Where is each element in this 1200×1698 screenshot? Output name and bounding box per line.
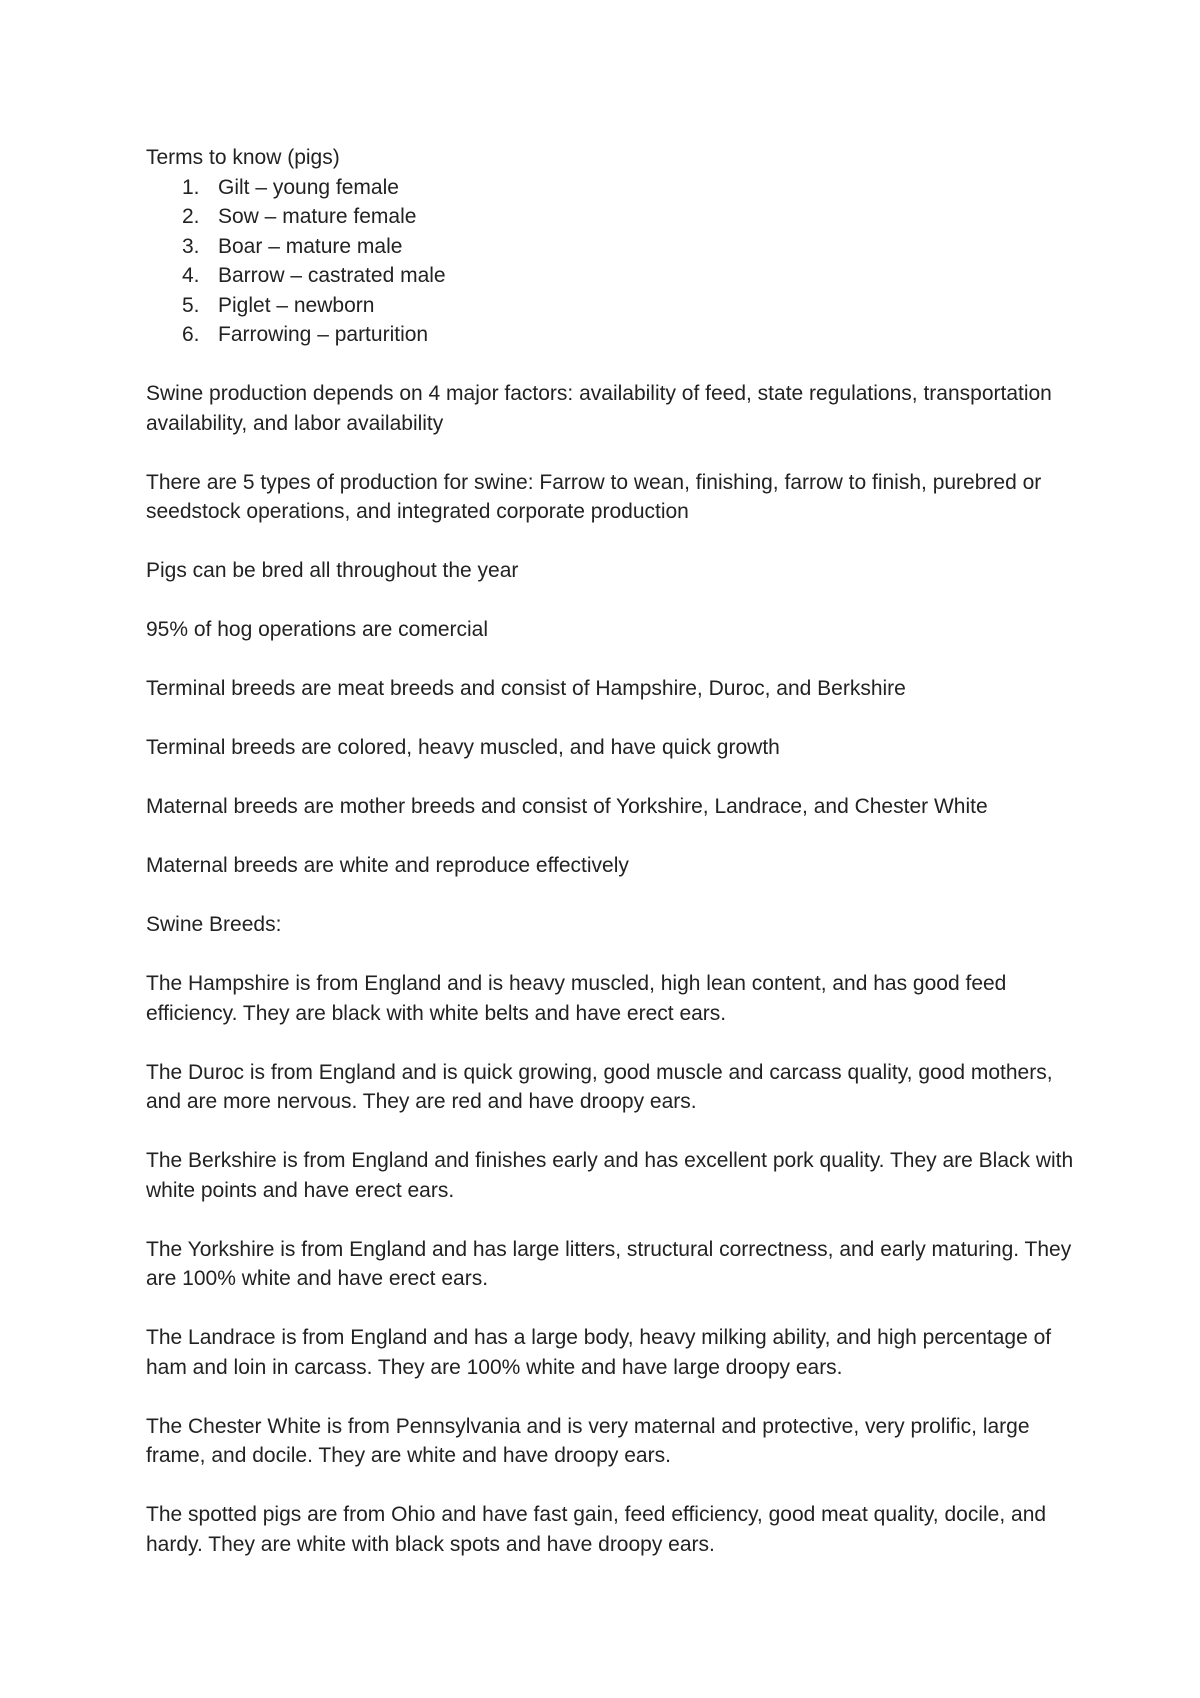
list-number: 1.: [182, 175, 200, 199]
list-number: 6.: [182, 323, 200, 346]
list-number: 4.: [182, 264, 200, 287]
section-heading: Terms to know (pigs): [146, 146, 340, 169]
paragraph-terminal-breeds: Terminal breeds are meat breeds and consist of Hampshire, Duroc, and Berkshire: [146, 677, 906, 700]
list-item-text: Piglet – newborn: [218, 293, 375, 317]
list-item-text: Barrow – castrated male: [218, 264, 446, 287]
paragraph-production-factors: Swine production depends on 4 major factors: availability of feed, state regulations, transportation availability, and labor availability: [146, 382, 1052, 435]
paragraph-chester-white: The Chester White is from Pennsylvania and is very maternal and protective, very prolific, large frame, and docile. They are white and have droopy ears.: [146, 1414, 1030, 1467]
list-item-text: Gilt – young female: [218, 175, 399, 199]
paragraph-commercial-share: 95% of hog operations are comercial: [146, 618, 489, 641]
list-item: [146, 173, 1086, 203]
list-item: [146, 232, 1086, 262]
paragraph-duroc: The Duroc is from England and is quick growing, good muscle and carcass quality, good mothers, and are more nervous. They are red and have droopy ears.: [146, 1060, 1053, 1113]
paragraph-yorkshire: The Yorkshire is from England and has large litters, structural correctness, and early maturing. They are 100% white and have erect ears.: [146, 1237, 1072, 1290]
paragraph-berkshire: The Berkshire is from England and finishes early and has excellent pork quality. They are Black with white points and have erect ears.: [146, 1149, 1074, 1202]
list-item-text: Boar – mature male: [218, 234, 403, 258]
paragraph-spotted: The spotted pigs are from Ohio and have fast gain, feed efficiency, good meat quality, docile, and hardy. They are white with black spots and have droopy ears.: [146, 1503, 1047, 1556]
list-item: [146, 291, 1086, 321]
list-number: 2.: [182, 205, 200, 228]
list-number: 5.: [182, 293, 200, 317]
list-item: [146, 320, 1086, 350]
paragraph-production-types: There are 5 types of production for swine: Farrow to wean, finishing, farrow to finish, purebred or seedstock operations, and integrated corporate production: [146, 470, 1042, 523]
list-item-text: Farrowing – parturition: [218, 323, 429, 346]
paragraph-landrace: The Landrace is from England and has a large body, heavy milking ability, and high percentage of ham and loin in carcass. They are 100% white and have large droopy ears.: [146, 1326, 1052, 1379]
paragraph-terminal-traits: Terminal breeds are colored, heavy muscled, and have quick growth: [146, 736, 780, 759]
document-page: [146, 143, 1086, 1559]
paragraph-maternal-breeds: Maternal breeds are mother breeds and consist of Yorkshire, Landrace, and Chester White: [146, 795, 988, 818]
list-number: 3.: [182, 234, 200, 258]
list-item: [146, 261, 1086, 291]
list-item: [146, 202, 1086, 232]
subheading-swine-breeds: Swine Breeds:: [146, 913, 282, 936]
terms-list: [146, 173, 1086, 350]
paragraph-breeding-season: Pigs can be bred all throughout the year: [146, 559, 519, 582]
list-item-text: Sow – mature female: [218, 205, 417, 228]
paragraph-hampshire: The Hampshire is from England and is heavy muscled, high lean content, and has good feed efficiency. They are black with white belts and have erect ears.: [146, 972, 1007, 1025]
paragraph-maternal-traits: Maternal breeds are white and reproduce effectively: [146, 854, 629, 877]
